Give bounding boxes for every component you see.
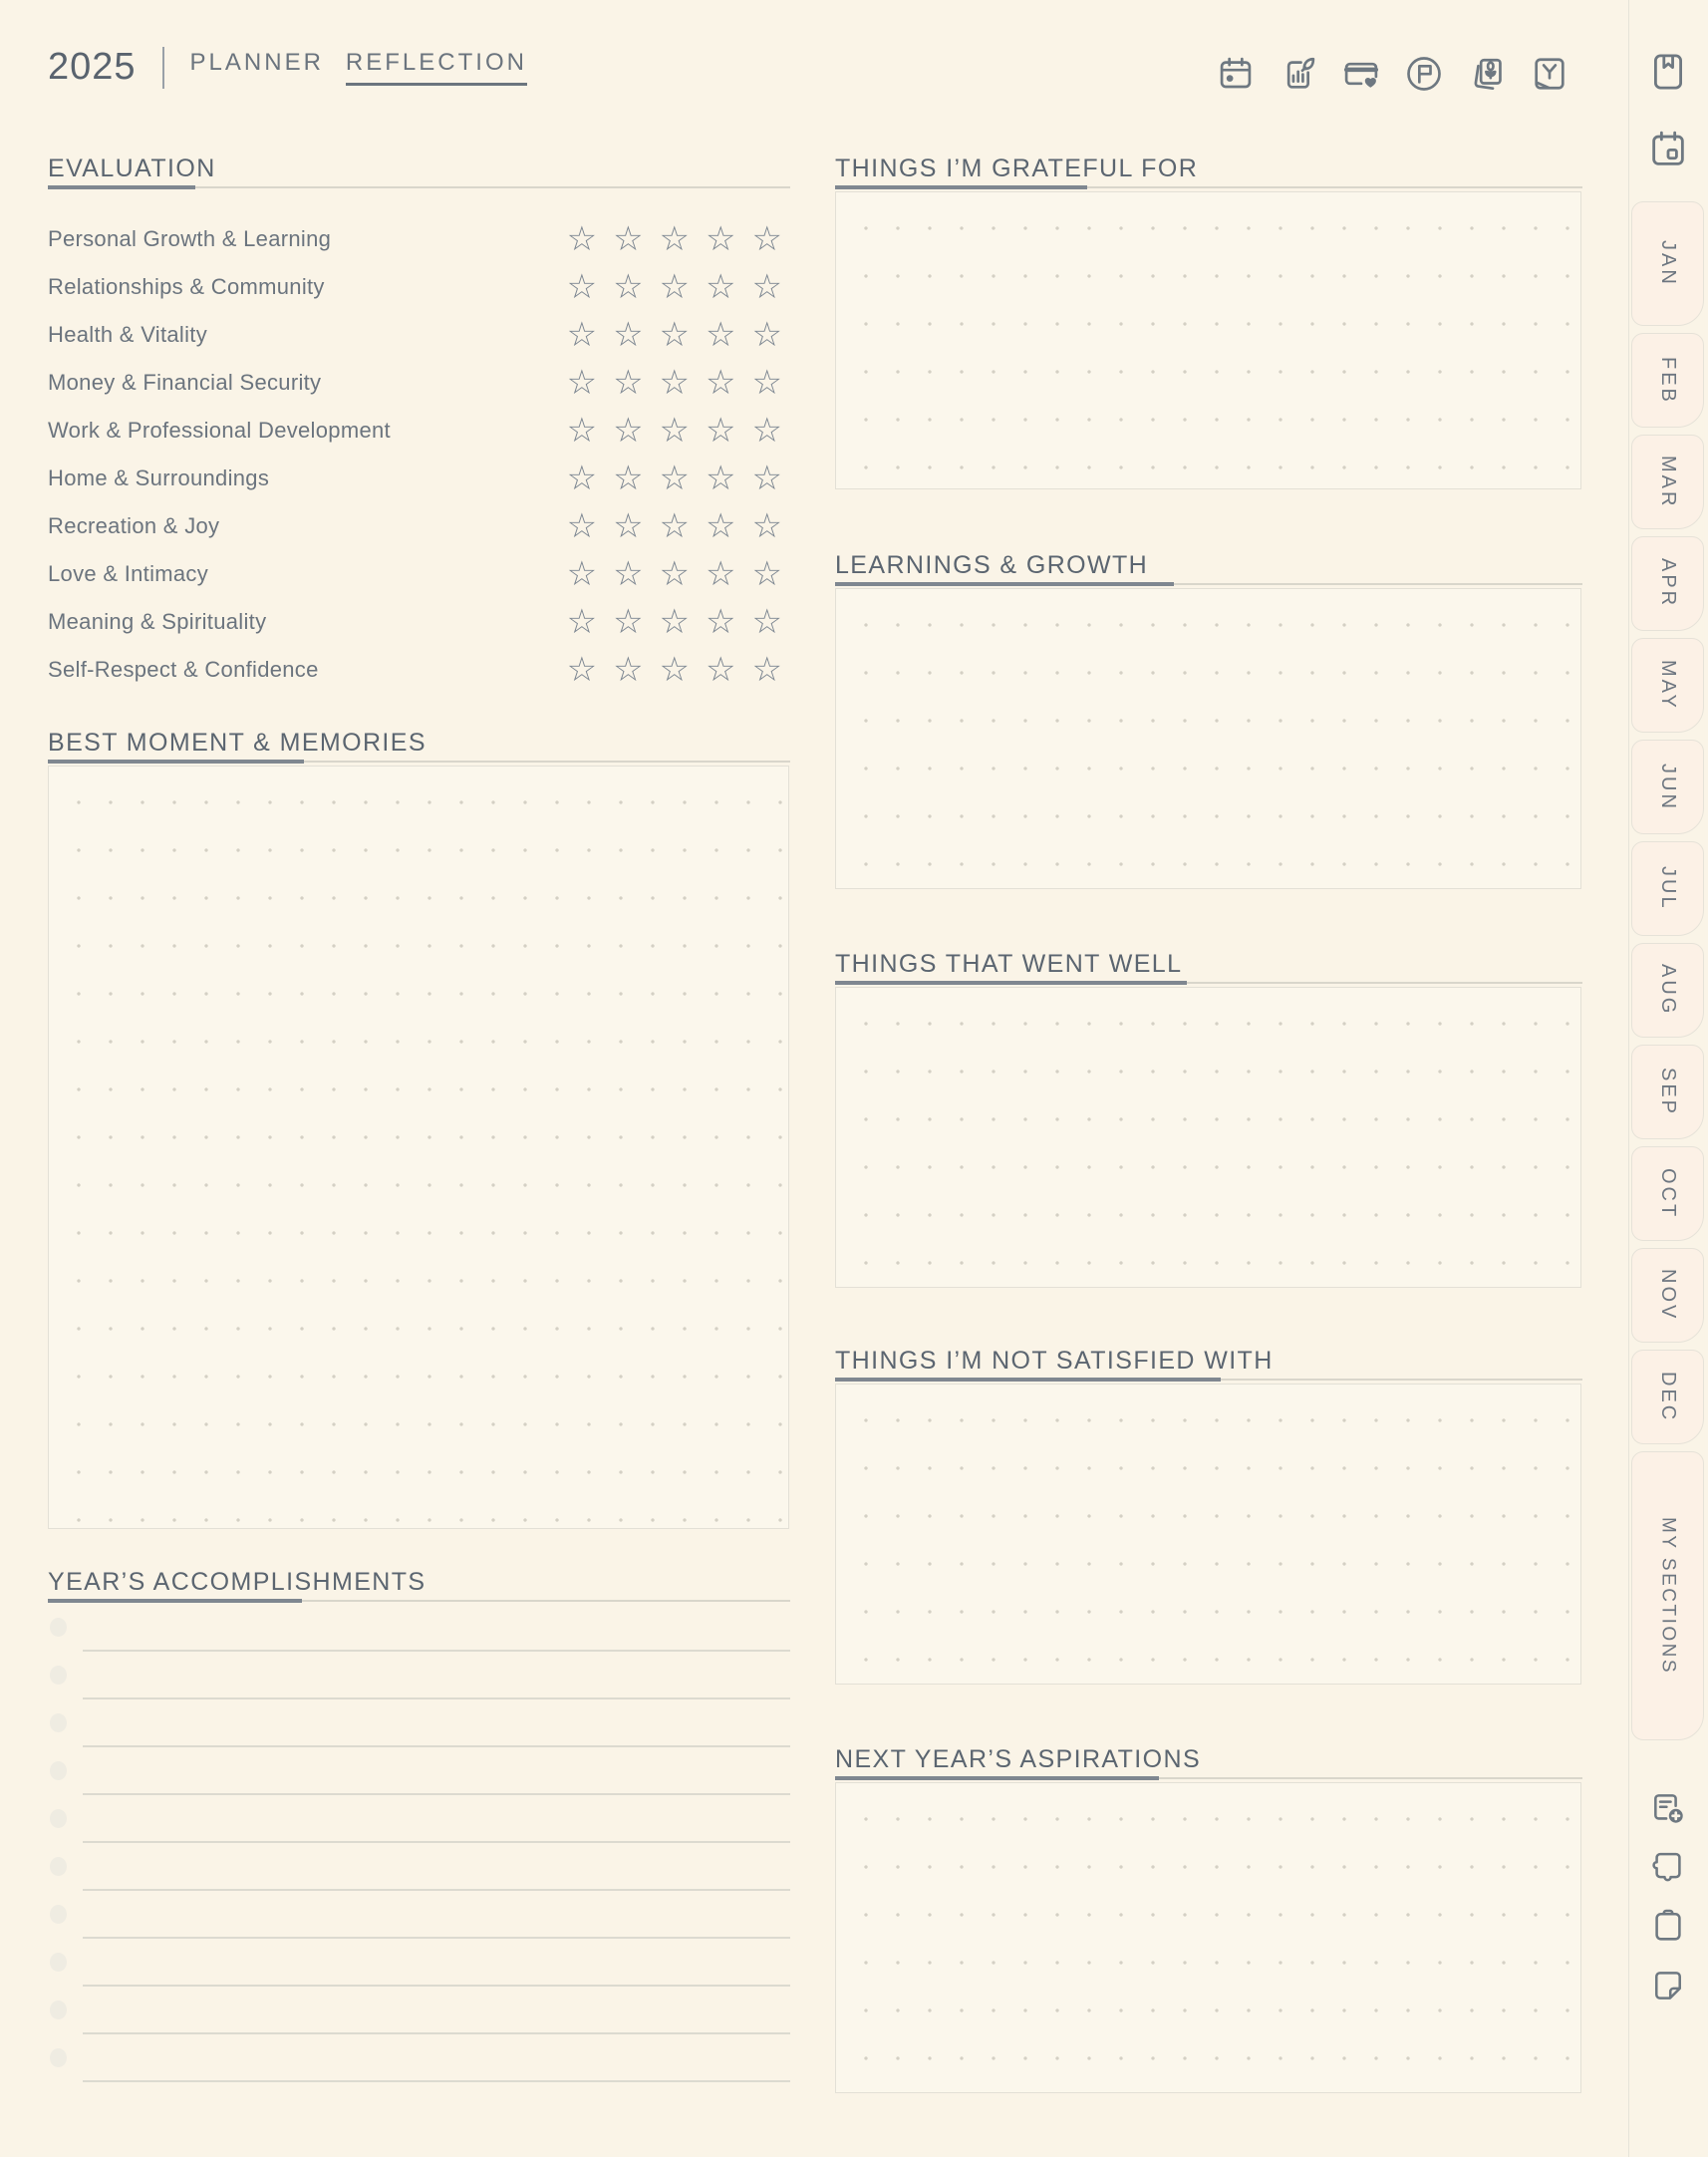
star-icon[interactable]: ☆ xyxy=(613,412,644,450)
tab-nov[interactable]: NOV xyxy=(1631,1248,1704,1343)
star-rating xyxy=(567,646,782,694)
star-rating xyxy=(567,455,782,502)
tab-aug[interactable]: AUG xyxy=(1631,943,1704,1038)
star-icon[interactable]: ☆ xyxy=(751,460,782,497)
aspirations-canvas[interactable] xyxy=(835,1782,1581,2093)
accomplishments-title: YEAR’S ACCOMPLISHMENTS xyxy=(48,1568,427,1596)
star-rating xyxy=(567,502,782,550)
clipboard-glyph xyxy=(1649,1907,1687,1945)
star-rating xyxy=(567,215,782,263)
star-icon[interactable]: ☆ xyxy=(659,316,691,354)
star-icon[interactable]: ☆ xyxy=(751,603,782,641)
header xyxy=(48,46,527,89)
star-icon[interactable]: ☆ xyxy=(659,220,691,258)
star-icon[interactable]: ☆ xyxy=(751,651,782,689)
tab-apr[interactable]: APR xyxy=(1631,536,1704,631)
star-icon[interactable]: ☆ xyxy=(566,603,598,641)
star-rating xyxy=(567,311,782,359)
bullet-icon xyxy=(50,1809,67,1828)
photo-flower-glyph xyxy=(1468,55,1506,93)
star-icon[interactable]: ☆ xyxy=(566,412,598,450)
page-glyph xyxy=(1649,1967,1687,2004)
star-icon[interactable]: ☆ xyxy=(706,220,736,258)
star-icon[interactable]: ☆ xyxy=(706,268,736,306)
star-icon[interactable]: ☆ xyxy=(659,364,691,402)
evaluation-row xyxy=(48,598,790,646)
tab-feb[interactable]: FEB xyxy=(1631,333,1704,428)
star-icon[interactable]: ☆ xyxy=(659,412,691,450)
star-icon[interactable]: ☆ xyxy=(613,555,644,593)
card-heart-icon[interactable] xyxy=(1341,54,1381,94)
star-icon[interactable]: ☆ xyxy=(751,268,782,306)
star-rating xyxy=(567,598,782,646)
bullet-icon xyxy=(50,1857,67,1876)
heading-underline xyxy=(48,1599,790,1603)
star-icon[interactable]: ☆ xyxy=(566,507,598,545)
star-rating xyxy=(567,550,782,598)
star-icon[interactable]: ☆ xyxy=(613,460,644,497)
bullet-icon xyxy=(50,1953,67,1972)
bullet-icon xyxy=(50,2048,67,2067)
add-note-icon[interactable] xyxy=(1648,1788,1688,1828)
page-icon[interactable] xyxy=(1648,1966,1688,2005)
accomplishment-line[interactable] xyxy=(48,2034,790,2082)
accomplishment-line[interactable] xyxy=(48,1795,790,1843)
planner-label: PLANNER xyxy=(189,49,324,76)
star-icon[interactable]: ☆ xyxy=(751,555,782,593)
evaluation-label: Home & Surroundings xyxy=(48,465,270,490)
heading-underline xyxy=(835,582,1582,586)
evaluation-row xyxy=(48,407,790,455)
star-icon[interactable]: ☆ xyxy=(659,651,691,689)
star-icon[interactable]: ☆ xyxy=(613,507,644,545)
bookmark-book-icon[interactable] xyxy=(1646,50,1690,94)
card-heart-glyph xyxy=(1342,55,1380,93)
bullet-icon xyxy=(50,1905,67,1924)
bullet-icon xyxy=(50,1618,67,1637)
clipboard-icon[interactable] xyxy=(1648,1906,1688,1946)
stats-leaf-icon[interactable] xyxy=(1279,54,1318,94)
evaluation-row xyxy=(48,550,790,598)
evaluation-list xyxy=(48,215,790,694)
calendar-event-glyph xyxy=(1217,55,1255,93)
calendar-icon[interactable] xyxy=(1646,128,1690,171)
y-logo-icon[interactable] xyxy=(1530,54,1569,94)
grateful-canvas[interactable] xyxy=(835,191,1581,489)
photo-flower-icon[interactable] xyxy=(1467,54,1507,94)
evaluation-row xyxy=(48,359,790,407)
heading-underline xyxy=(835,185,1582,189)
best-moments-title: BEST MOMENT & MEMORIES xyxy=(48,729,427,757)
star-icon[interactable]: ☆ xyxy=(613,220,644,258)
star-icon[interactable]: ☆ xyxy=(566,268,598,306)
best-moments-canvas[interactable] xyxy=(48,766,789,1529)
aspirations-title: NEXT YEAR’S ASPIRATIONS xyxy=(835,1745,1202,1773)
star-icon[interactable]: ☆ xyxy=(751,316,782,354)
evaluation-row xyxy=(48,311,790,359)
heading-underline xyxy=(48,185,790,189)
accomplishment-line[interactable] xyxy=(48,1652,790,1699)
accomplishment-line[interactable] xyxy=(48,1939,790,1987)
heading-underline xyxy=(835,981,1582,985)
star-icon[interactable]: ☆ xyxy=(566,220,598,258)
accomplishment-line[interactable] xyxy=(48,1699,790,1747)
evaluation-label: Relationships & Community xyxy=(48,274,325,299)
star-icon[interactable]: ☆ xyxy=(706,651,736,689)
flag-circle-icon[interactable] xyxy=(1404,54,1444,94)
accomplishment-line[interactable] xyxy=(48,1604,790,1652)
evaluation-label: Money & Financial Security xyxy=(48,370,322,395)
learnings-canvas[interactable] xyxy=(835,588,1581,889)
accomplishments-list xyxy=(48,1604,790,2082)
went-well-title: THINGS THAT WENT WELL xyxy=(835,950,1183,978)
evaluation-row xyxy=(48,263,790,311)
star-rating xyxy=(567,263,782,311)
star-icon[interactable]: ☆ xyxy=(566,364,598,402)
star-icon[interactable]: ☆ xyxy=(706,316,736,354)
y-logo-glyph xyxy=(1531,55,1568,93)
accomplishment-line[interactable] xyxy=(48,1747,790,1795)
calendar-glyph xyxy=(1647,129,1689,170)
tab-my-sections[interactable]: MY SECTIONS xyxy=(1631,1451,1704,1740)
evaluation-label: Love & Intimacy xyxy=(48,561,209,586)
evaluation-row xyxy=(48,215,790,263)
evaluation-label: Recreation & Joy xyxy=(48,513,220,538)
accomplishment-line[interactable] xyxy=(48,1891,790,1939)
star-icon[interactable]: ☆ xyxy=(706,412,736,450)
bullet-icon xyxy=(50,1761,67,1780)
star-icon[interactable]: ☆ xyxy=(659,268,691,306)
evaluation-row xyxy=(48,646,790,694)
grateful-title: THINGS I’M GRATEFUL FOR xyxy=(835,154,1199,182)
reflection-page-tab[interactable]: REFLECTION xyxy=(346,49,527,86)
tab-mar[interactable]: MAR xyxy=(1631,435,1704,529)
not-satisfied-canvas[interactable] xyxy=(835,1384,1581,1685)
evaluation-title: EVALUATION xyxy=(48,154,216,182)
bullet-icon xyxy=(50,1713,67,1732)
not-satisfied-title: THINGS I’M NOT SATISFIED WITH xyxy=(835,1347,1274,1375)
heading-underline xyxy=(48,760,790,764)
star-icon[interactable]: ☆ xyxy=(659,507,691,545)
sticker-icon[interactable] xyxy=(1648,1846,1688,1886)
add-note-glyph xyxy=(1649,1789,1687,1827)
star-icon[interactable]: ☆ xyxy=(566,316,598,354)
tab-may[interactable]: MAY xyxy=(1631,638,1704,733)
star-icon[interactable]: ☆ xyxy=(613,364,644,402)
evaluation-label: Health & Vitality xyxy=(48,322,207,347)
heading-underline xyxy=(835,1378,1582,1382)
evaluation-row xyxy=(48,455,790,502)
evaluation-label: Self-Respect & Confidence xyxy=(48,657,319,682)
star-icon[interactable]: ☆ xyxy=(751,364,782,402)
tab-dec[interactable]: DEC xyxy=(1631,1350,1704,1444)
bullet-icon xyxy=(50,2001,67,2019)
year-title: 2025 xyxy=(48,46,137,88)
bookmark-book-glyph xyxy=(1647,51,1689,93)
star-icon[interactable]: ☆ xyxy=(613,316,644,354)
tab-oct[interactable]: OCT xyxy=(1631,1146,1704,1241)
accomplishment-line[interactable] xyxy=(48,1843,790,1891)
header-divider xyxy=(162,47,164,89)
star-icon[interactable]: ☆ xyxy=(751,412,782,450)
tab-jul[interactable]: JUL xyxy=(1631,841,1704,936)
star-icon[interactable]: ☆ xyxy=(566,651,598,689)
star-icon[interactable]: ☆ xyxy=(566,555,598,593)
flag-circle-glyph xyxy=(1404,54,1444,94)
star-icon[interactable]: ☆ xyxy=(613,651,644,689)
star-rating xyxy=(567,407,782,455)
star-icon[interactable]: ☆ xyxy=(706,507,736,545)
toolbar xyxy=(1216,54,1569,94)
star-icon[interactable]: ☆ xyxy=(613,603,644,641)
star-icon[interactable]: ☆ xyxy=(706,460,736,497)
star-icon[interactable]: ☆ xyxy=(706,364,736,402)
tab-jan[interactable]: JAN xyxy=(1631,201,1704,326)
star-icon[interactable]: ☆ xyxy=(659,460,691,497)
sticker-glyph xyxy=(1649,1847,1687,1885)
bullet-icon xyxy=(50,1666,67,1685)
evaluation-label: Meaning & Spirituality xyxy=(48,609,267,634)
star-icon[interactable]: ☆ xyxy=(659,603,691,641)
tab-jun[interactable]: JUN xyxy=(1631,740,1704,834)
star-icon[interactable]: ☆ xyxy=(751,220,782,258)
star-icon[interactable]: ☆ xyxy=(613,268,644,306)
calendar-event-icon[interactable] xyxy=(1216,54,1256,94)
star-icon[interactable]: ☆ xyxy=(706,555,736,593)
star-icon[interactable]: ☆ xyxy=(566,460,598,497)
learnings-title: LEARNINGS & GROWTH xyxy=(835,551,1149,579)
star-rating xyxy=(567,359,782,407)
accomplishment-line[interactable] xyxy=(48,1987,790,2034)
evaluation-label: Personal Growth & Learning xyxy=(48,226,332,251)
heading-underline xyxy=(835,1776,1582,1780)
evaluation-label: Work & Professional Development xyxy=(48,418,391,443)
star-icon[interactable]: ☆ xyxy=(751,507,782,545)
evaluation-row xyxy=(48,502,790,550)
star-icon[interactable]: ☆ xyxy=(659,555,691,593)
stats-leaf-glyph xyxy=(1280,55,1317,93)
star-icon[interactable]: ☆ xyxy=(706,603,736,641)
tab-sep[interactable]: SEP xyxy=(1631,1045,1704,1139)
went-well-canvas[interactable] xyxy=(835,987,1581,1288)
